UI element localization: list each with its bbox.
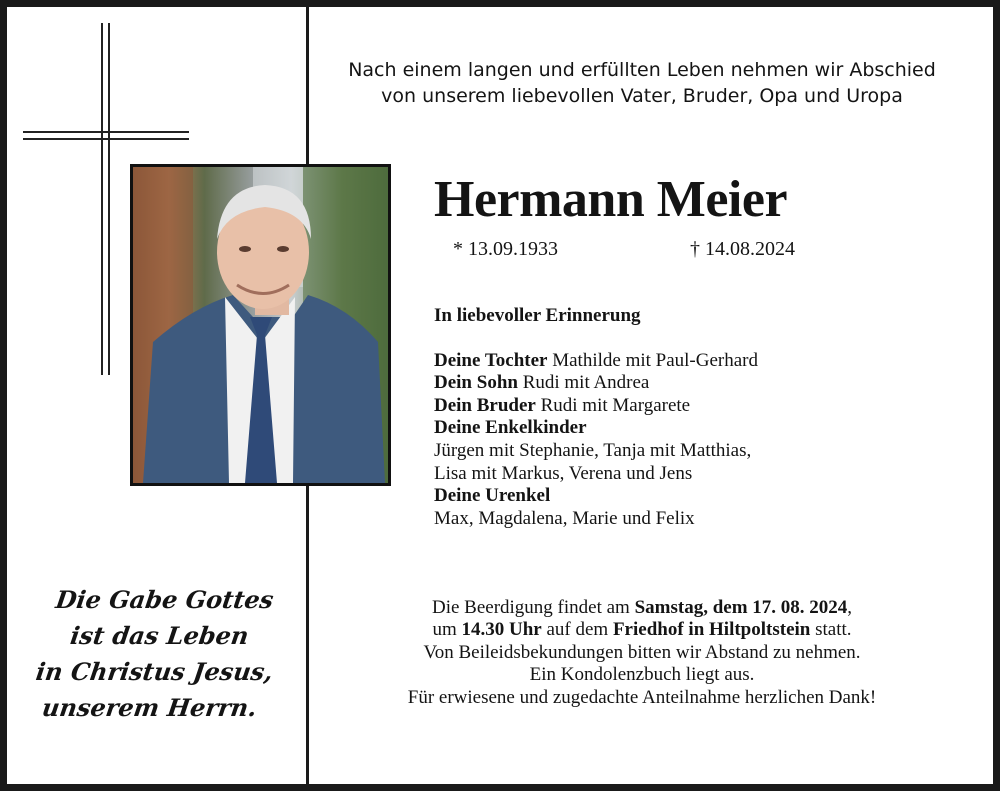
verse-line: unserem Herrn.	[40, 693, 259, 722]
family-line: Max, Magdalena, Marie und Felix	[434, 507, 695, 529]
funeral-line-2: um 14.30 Uhr auf dem Friedhof in Hiltpoltstein statt.	[432, 619, 852, 641]
family-line: Deine Enkelkinder	[434, 417, 587, 439]
funeral-line-3: Von Beileidsbekundungen bitten wir Abstand zu nehmen.	[423, 641, 861, 663]
funeral-line-5: Für erwiesene und zugedachte Anteilnahme herzlichen Dank!	[407, 686, 877, 708]
birth-date: * 13.09.1933	[453, 238, 558, 260]
family-line: Lisa mit Markus, Verena und Jens	[434, 462, 693, 484]
family-line: Deine Tochter Mathilde mit Paul-Gerhard	[434, 349, 758, 371]
memory-heading: In liebevoller Erinnerung	[434, 305, 641, 326]
funeral-line-4: Ein Kondolenzbuch liegt aus.	[529, 664, 755, 686]
verse-line: in Christus Jesus,	[34, 657, 275, 686]
family-list	[434, 305, 954, 530]
intro-text	[317, 57, 967, 109]
family-line: Deine Urenkel	[434, 485, 551, 507]
family-line: Dein Bruder Rudi mit Margarete	[434, 394, 691, 416]
intro-line-1: Nach einem langen und erfüllten Leben nehmen wir Abschied	[348, 59, 936, 81]
funeral-info	[317, 597, 967, 709]
bible-verse	[5, 582, 309, 726]
funeral-line-1: Die Beerdigung findet am Samstag, dem 17. 08. 2024,	[431, 597, 853, 618]
death-date: † 14.08.2024	[690, 238, 795, 260]
portrait-photo	[130, 164, 391, 486]
intro-line-2: von unserem liebevollen Vater, Bruder, Opa und Uropa	[381, 85, 903, 107]
family-line: Dein Sohn Rudi mit Andrea	[434, 372, 650, 394]
portrait-illustration	[133, 167, 388, 483]
verse-line: Die Gabe Gottes	[53, 585, 276, 614]
deceased-name: Hermann Meier	[434, 171, 788, 228]
family-line: Jürgen mit Stephanie, Tanja mit Matthias,	[434, 439, 752, 461]
verse-line: ist das Leben	[68, 621, 251, 650]
